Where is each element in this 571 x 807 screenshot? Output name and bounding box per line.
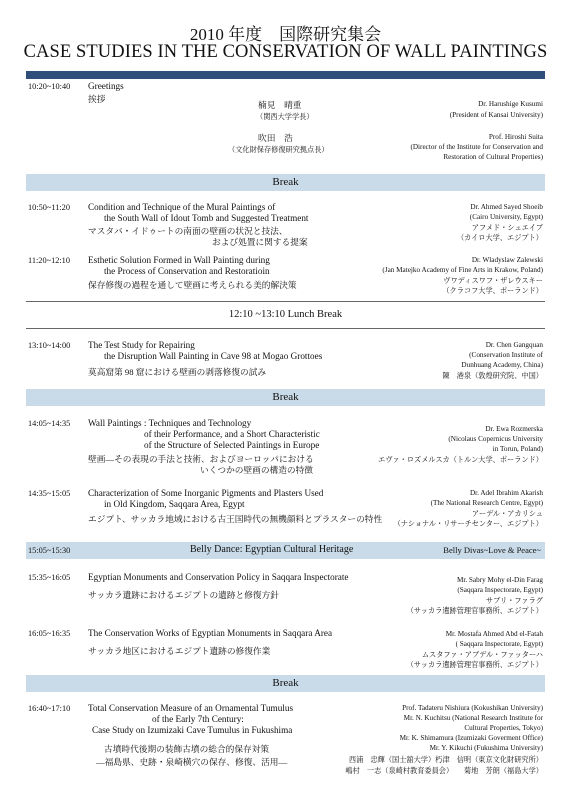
break-band	[26, 389, 545, 406]
session-title: The Conservation Works of Egyptian Monuments in Saqqara Area	[88, 628, 333, 638]
speaker-affiliation-en: (Conservation Institute of	[469, 351, 543, 359]
session-title: of their Performance, and a Short Characteristic	[144, 429, 320, 439]
speaker-name-jp: 楠見 晴重	[258, 100, 302, 110]
greetings-time: 10:20~10:40	[28, 82, 71, 91]
session-title: Esthetic Solution Formed in Wall Painting during	[88, 255, 270, 265]
speaker-affiliation-en: Dunhuang Academy, China)	[461, 361, 543, 369]
session-title: Condition and Technique of the Mural Paintings of	[88, 202, 276, 212]
greetings-title-jp: 挨拶	[88, 94, 106, 104]
speaker-affiliation-en: (The National Research Centre, Egypt)	[430, 499, 543, 507]
speaker-name-jp: サブリ・ファラグ	[485, 597, 543, 605]
belly-dance-title: Belly Dance: Egyptian Cultural Heritage	[190, 544, 354, 555]
session-title-jp: いくつかの壁画の構造の特徴	[200, 465, 313, 475]
speaker-affiliation-en: (Jan Matejko Academy of Fine Arts in Krakow, Poland)	[382, 266, 543, 274]
speaker-affiliation-en: (Nicolaus Copernicus University	[448, 435, 543, 443]
session-title: Characterization of Some Inorganic Pigments and Plasters Used	[88, 488, 324, 498]
speaker-name-en: Prof. Tadateru Nishiura (Kokushikan University)	[402, 704, 543, 712]
session-title: Total Conservation Measure of an Ornamental Tumulus	[88, 703, 294, 713]
session-title: the Process of Conservation and Restoratioin	[104, 266, 270, 276]
speaker-name-jp: 吹田 浩	[258, 133, 293, 143]
break-label: Break	[272, 677, 299, 689]
page-title-en: CASE STUDIES IN THE CONSERVATION OF WALL PAINTINGS	[23, 42, 548, 62]
speaker-name-en: Mr. Mostafa Ahmed Abd el-Fatah	[445, 630, 543, 638]
session-time: 14:35~15:05	[28, 489, 71, 498]
session-title-jp: サッカラ地区におけるエジプト遺跡の修復作業	[88, 646, 271, 656]
break-label: Break	[272, 391, 299, 403]
break-band	[26, 675, 545, 692]
session-title-jp: 莫高窟第 98 窟における壁画の剥落修復の試み	[88, 367, 267, 377]
speaker-name-jp: 嶋村 一志（泉崎村教育委員会） 菊地 芳朗（福島大学）	[345, 767, 543, 775]
greetings-title-en: Greetings	[88, 81, 124, 91]
session-title-jp: 古墳時代後期の装飾古墳の総合的保存対策	[104, 744, 270, 754]
belly-dance-performer: Belly Divas~Love & Peace~	[443, 545, 541, 555]
speaker-affiliation-jp: （クラコフ大学、ポーランド）	[442, 287, 543, 295]
session-title: Egyptian Monuments and Conservation Policy in Saqqara Inspectorate	[88, 572, 349, 582]
session-title: of the Early 7th Century:	[152, 714, 244, 724]
speaker-name-jp: アーデル・アカリシュ	[471, 510, 543, 518]
speaker-name-en: Dr. Chen Gangquan	[485, 341, 543, 349]
speaker-affiliation-jp: （文化財保存修復研究拠点長）	[228, 146, 329, 154]
session-title-jp: ―福島県、史跡・泉崎横穴の保存、修復、活用―	[96, 757, 288, 767]
speaker-affiliation-jp: （関西大学学長）	[256, 113, 314, 121]
session-time: 14:05~14:35	[28, 419, 71, 428]
session-title: The Test Study for Repairing	[88, 340, 195, 350]
speaker-affiliation-en: Cultural Properties, Tokyo)	[464, 724, 543, 732]
speaker-affiliation-en: (President of Kansai University)	[449, 111, 543, 119]
speaker-name-en: Mr. K. Shimamura (Izumizaki Goverment Office)	[399, 734, 543, 742]
speaker-affiliation-en: Restoration of Cultural Properties)	[443, 153, 543, 161]
divider	[26, 301, 545, 302]
speaker-affiliation-jp: （サッカラ遺跡管理官事務所、エジプト）	[406, 661, 543, 669]
session-time: 16:05~16:35	[28, 629, 71, 638]
speaker-name-jp: ヴワディスワフ・ザレウスキー	[443, 277, 543, 285]
speaker-affiliation-jp: （カイロ大学、エジプト）	[456, 234, 543, 242]
speaker-name-en: Mr. N. Kuchitsu (National Research Institute for	[403, 714, 543, 722]
break-band	[26, 174, 545, 191]
session-title: in Old Kingdom, Saqqara Area, Egypt	[104, 499, 245, 509]
session-time: 11:20~12:10	[28, 256, 70, 265]
session-time: 15:05~15:30	[28, 546, 71, 555]
session-title-jp: マスタバ・イドゥートの南面の壁画の状況と技法、	[88, 226, 288, 236]
divider	[26, 328, 545, 329]
belly-dance-band	[26, 542, 545, 559]
session-title: Wall Paintings : Techniques and Technology	[88, 418, 252, 428]
session-title: Case Study on Izumizaki Cave Tumulus in Fukushima	[92, 725, 293, 735]
page-title-jp: 2010 年度 国際研究集会	[189, 25, 382, 44]
speaker-name-jp: 陳 港泉（敦煌研究院、中国）	[442, 372, 543, 380]
header-bar	[26, 71, 545, 79]
speaker-name-en: Mr. Sabry Mohy el-Din Farag	[456, 576, 543, 584]
session-time: 15:35~16:05	[28, 573, 71, 582]
lunch-break-label: 12:10 ~13:10 Lunch Break	[228, 309, 343, 320]
speaker-name-en: Mr. Y. Kikuchi (Fukushima University)	[429, 744, 543, 752]
break-label: Break	[272, 176, 299, 188]
speaker-name-jp: 西浦 忠輝（国士舘大学）朽津 信明（東京文化財研究所）	[348, 756, 543, 764]
speaker-affiliation-en: ( Saqqara Inspectorate, Egypt)	[455, 640, 543, 648]
session-time: 13:10~14:00	[28, 341, 71, 350]
session-title: the South Wall of Idout Tomb and Suggested Treatment	[104, 213, 309, 223]
speaker-name-jp: ムスタファ・アブデル・ファッターハ	[421, 651, 543, 659]
session-title-jp: および処置に関する提案	[212, 237, 308, 247]
session-title-jp: 壁画―その表現の手法と技術、およびヨーロッパにおける	[88, 454, 314, 464]
speaker-affiliation-jp: （ナショナル・リサーチセンター、エジプト）	[393, 520, 543, 528]
speaker-name-jp: アフメド・シュエイブ	[471, 224, 543, 232]
session-title: of the Structure of Selected Paintings in Europe	[144, 440, 320, 450]
speaker-name-en: Dr. Ahmed Sayed Shoeib	[470, 203, 543, 211]
session-title: the Disruption Wall Painting in Cave 98 at Mogao Grottoes	[104, 351, 323, 361]
session-time: 10:50~11:20	[28, 203, 70, 212]
speaker-affiliation-en: (Cairo University, Egypt)	[469, 213, 543, 221]
session-title-jp: 保存修復の過程を通して壁画に考えられる美的解決策	[88, 280, 297, 290]
speaker-affiliation-en: in Torun, Poland)	[492, 445, 543, 453]
session-title-jp: エジプト、サッカラ地域における古王国時代の無機顔料とプラスターの特性	[88, 514, 383, 524]
speaker-name-jp: エヴァ・ロズメルスカ（トルン大学、ポーランド）	[378, 456, 543, 464]
speaker-name-en: Prof. Hiroshi Suita	[488, 133, 543, 141]
speaker-affiliation-en: (Director of the Institute for Conservation and	[410, 143, 543, 151]
speaker-affiliation-jp: （サッカラ遺跡管理官事務所、エジプト）	[406, 607, 543, 615]
speaker-name-en: Dr. Adel Ibrahim Akarish	[469, 489, 543, 497]
speaker-name-en: Dr. Harushige Kusumi	[478, 100, 543, 108]
session-time: 16:40~17:10	[28, 704, 71, 713]
speaker-affiliation-en: (Saqqara Inspectorate, Egypt)	[457, 586, 543, 594]
session-title-jp: サッカラ遺跡におけるエジプトの遺跡と修復方針	[88, 590, 279, 600]
speaker-name-en: Dr. Wladyslaw Zalewski	[471, 256, 543, 264]
speaker-name-en: Dr. Ewa Rozmerska	[485, 425, 543, 433]
